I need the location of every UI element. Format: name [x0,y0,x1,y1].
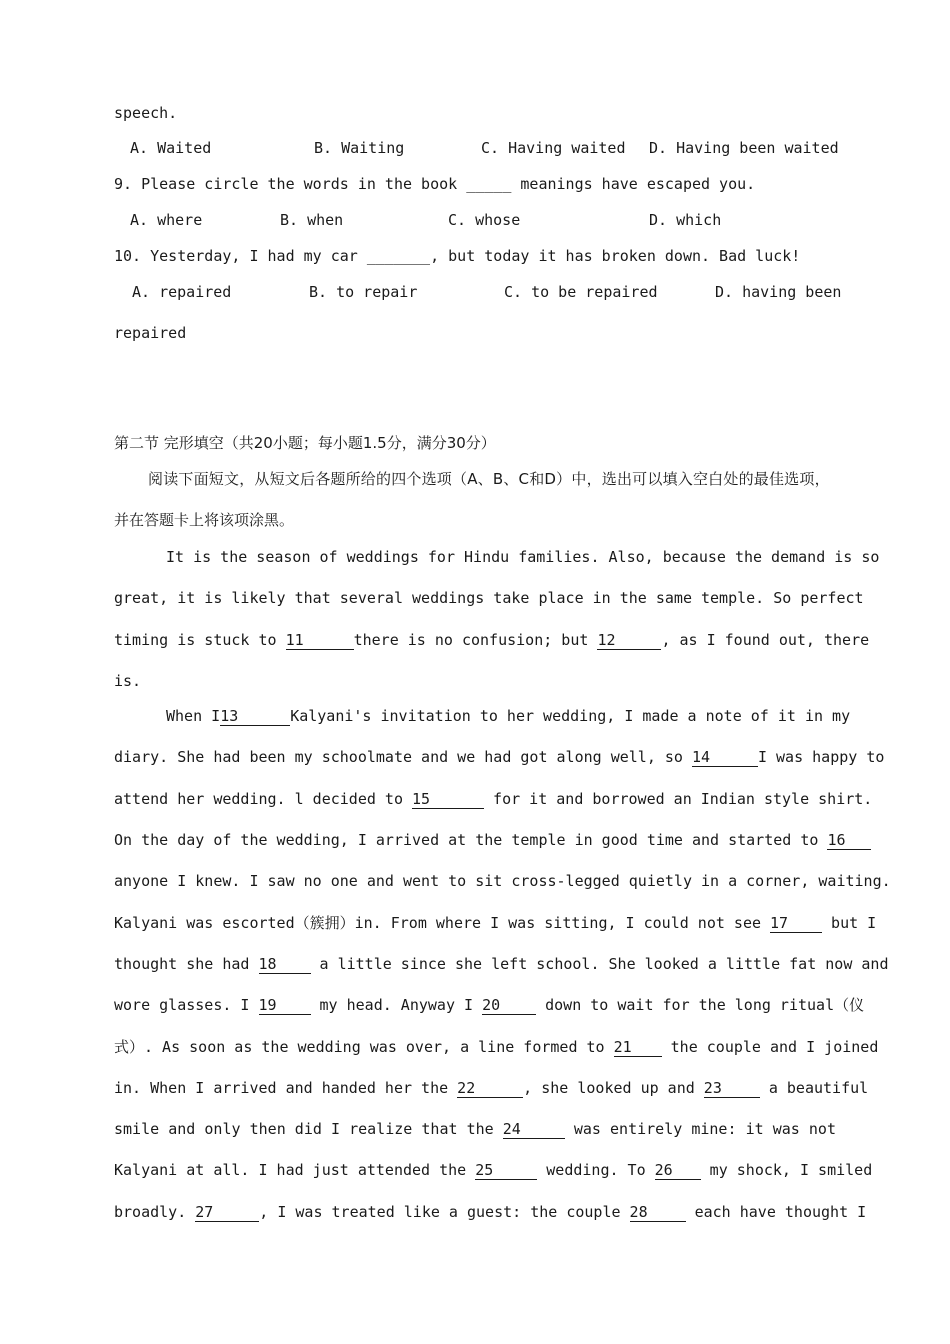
q8-option-a: A. Waited [130,139,212,157]
q10-option-b: B. to repair [309,283,418,301]
blank-18: 18 [259,955,311,974]
blank-25: 25 [475,1161,537,1180]
blank-26: 26 [655,1161,701,1180]
blank-24: 24 [503,1120,565,1139]
q10-option-c: C. to be repaired [504,283,658,301]
passage-line: wore glasses. I 19 my head. Anyway I 20 down to wait for the long ritual（仪 [114,996,865,1015]
blank-12: 12 [597,631,661,650]
passage-line: in. When I arrived and handed her the 22 , she looked up and 23 a beautiful [114,1078,869,1097]
blank-17: 17 [770,914,822,933]
blank-20: 20 [482,996,536,1015]
blank-16: 16 [827,831,871,850]
passage-line: It is the season of weddings for Hindu families. Also, because the demand is so [166,548,880,566]
blank-11: 11 [286,631,354,650]
passage-line: thought she had 18 a little since she left school. She looked a little fat now and [114,954,889,973]
section-instruction-line2: 并在答题卡上将该项涂黑。 [114,511,295,529]
q10-option-a: A. repaired [132,283,232,301]
passage-line: timing is stuck to 11 there is no confusion; but 12 , as I found out, there [114,630,870,649]
q8-option-b: B. Waiting [314,139,405,157]
q8-stem-tail: speech. [114,104,178,122]
passage-line: smile and only then did I realize that the 24 was entirely mine: it was not [114,1120,836,1139]
q9-option-c: C. whose [448,211,521,229]
q10-option-d: D. having been [715,283,842,301]
q9-option-d: D. which [649,211,722,229]
q8-option-c: C. Having waited [481,139,626,157]
blank-27: 27 [195,1203,259,1222]
passage-line: attend her wedding. l decided to 15 for it and borrowed an Indian style shirt. [114,789,873,808]
passage-line: is. [114,671,142,690]
blank-19: 19 [259,996,311,1015]
q9-stem: 9. Please circle the words in the book _____ meanings have escaped you. [114,175,756,193]
passage-line: Kalyani was escorted（簇拥）in. From where I was sitting, I could not see 17 but I [114,913,877,932]
passage-line: anyone I knew. I saw no one and went to sit cross-legged quietly in a corner, waiting. [114,872,891,891]
passage-line: broadly. 27 , I was treated like a guest: the couple 28 each have thought I [114,1202,867,1221]
passage-line: Kalyani at all. I had just attended the 25 wedding. To 26 my shock, I smiled [114,1161,873,1180]
section-instruction-line1: 阅读下面短文，从短文后各题所给的四个选项（A、B、C和D）中，选出可以填入空白处的最佳选项， [148,470,830,488]
blank-28: 28 [630,1203,686,1222]
blank-14: 14 [692,748,758,767]
q8-option-d: D. Having been waited [649,139,839,157]
passage-line: When I13 Kalyani's invitation to her wedding, I made a note of it in my [166,707,851,726]
passage-line: great, it is likely that several weddings take place in the same temple. So perfect [114,589,864,608]
passage-line: diary. She had been my schoolmate and we had got along well, so 14 I was happy to [114,748,885,767]
blank-21: 21 [614,1038,662,1057]
blank-13: 13 [220,707,290,726]
blank-15: 15 [412,790,484,809]
q9-option-a: A. where [130,211,203,229]
passage-line: On the day of the wedding, I arrived at the temple in good time and started to 16 [114,830,836,871]
blank-22: 22 [457,1079,523,1098]
q10-option-d-wrap: repaired [114,324,187,342]
section-title: 第二节 完形填空（共20小题；每小题1.5分，满分30分） [114,434,496,452]
cloze-passage [114,547,891,1243]
blank-23: 23 [704,1079,760,1098]
q9-option-b: B. when [280,211,344,229]
passage-line: 式）. As soon as the wedding was over, a line formed to 21 the couple and I joined [114,1037,879,1056]
q10-stem: 10. Yesterday, I had my car _______, but today it has broken down. Bad luck! [114,247,801,265]
